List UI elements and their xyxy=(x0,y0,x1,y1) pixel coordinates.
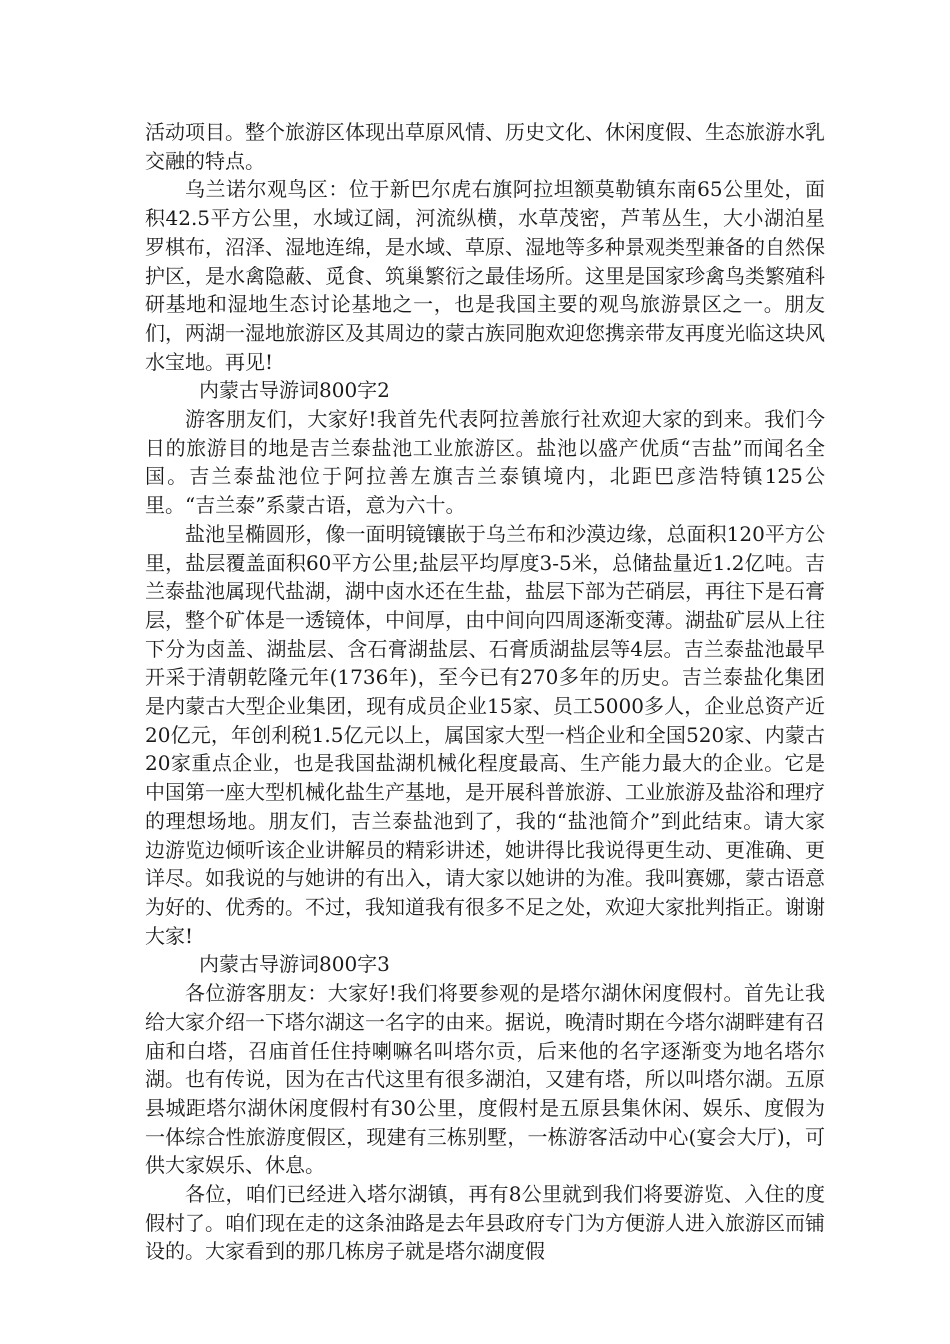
section-heading-2: 内蒙古导游词800字2 xyxy=(199,378,390,403)
paragraph-wulannuoer: 乌兰诺尔观鸟区：位于新巴尔虎右旗阿拉坦额莫勒镇东南65公里处，面积42.5平方公里，水域辽阔，河流纵横，水草茂密，芦苇丛生，大小湖泊星罗棋布，沼泽、湿地连绵，是水域、草原、湿地等多种景观类型兼备的自然保护区，是水禽隐蔽、觅食、筑巢繁衍之最佳场所。这里是国家珍禽鸟类繁殖科研基地和湿地生态讨论基地之一，也是我国主要的观鸟旅游景区之一。朋友们，两湖一湿地旅游区及其周边的蒙古族同胞欢迎您携亲带友再度光临这块风水宝地。再见! xyxy=(145,177,825,374)
paragraph-taerhu-arrival: 各位，咱们已经进入塔尔湖镇，再有8公里就到我们将要游览、入住的度假村了。咱们现在走的这条油路是去年县政府专门为方便游人进入旅游区而铺设的。大家看到的那几栋房子就是塔尔湖度假 xyxy=(145,1182,825,1264)
paragraph-taerhu-intro: 各位游客朋友：大家好!我们将要参观的是塔尔湖休闲度假村。首先让我给大家介绍一下塔尔湖这一名字的由来。据说，晚清时期在今塔尔湖畔建有召庙和白塔，召庙首任住持喇嘛名叫塔尔贡，后来他的名字逐渐变为地名塔尔湖。也有传说，因为在古代这里有很多湖泊，又建有塔，所以叫塔尔湖。五原县城距塔尔湖休闲度假村有30公里，度假村是五原县集休闲、娱乐、度假为一体综合性旅游度假区，现建有三栋别墅，一栋游客活动中心(宴会大厅)，可供大家娱乐、休息。 xyxy=(145,981,825,1178)
document-page xyxy=(145,118,825,1266)
paragraph-welcome-jilantai: 游客朋友们，大家好!我首先代表阿拉善旅行社欢迎大家的到来。我们今日的旅游目的地是吉兰泰盐池工业旅游区。盐池以盛产优质“吉盐”而闻名全国。吉兰泰盐池位于阿拉善左旗吉兰泰镇境内，北距巴彦浩特镇125公里。“吉兰泰”系蒙古语，意为六十。 xyxy=(145,407,825,518)
section-heading-3: 内蒙古导游词800字3 xyxy=(199,952,390,977)
paragraph-salt-lake: 盐池呈椭圆形，像一面明镜镶嵌于乌兰布和沙漠边缘，总面积120平方公里，盐层覆盖面积60平方公里;盐层平均厚度3-5米，总储盐量近1.2亿吨。吉兰泰盐池属现代盐湖，湖中卤水还在生盐，盐层下部为芒硝层，再往下是石膏层，整个矿体是一透镜体，中间厚，由中间向四周逐渐变薄。湖盐矿层从上往下分为卤盖、湖盐层、含石膏湖盐层、石膏质湖盐层等4层。吉兰泰盐池最早开采于清朝乾隆元年(1736年)，至今已有270多年的历史。吉兰泰盐化集团是内蒙古大型企业集团，现有成员企业15家、员工5000多人，企业总资产近20亿元，年创利税1.5亿元以上，属国家大型一档企业和全国520家、内蒙古20家重点企业，也是我国盐湖机械化程度最高、生产能力最大的企业。它是中国第一座大型机械化盐生产基地，是开展科普旅游、工业旅游及盐浴和理疗的理想场地。朋友们，吉兰泰盐池到了，我的“盐池简介”到此结束。请大家边游览边倾听该企业讲解员的精彩讲述，她讲得比我说得更生动、更准确、更详尽。如我说的与她讲的有出入，请大家以她讲的为准。我叫赛娜，蒙古语意为好的、优秀的。不过，我知道我有很多不足之处，欢迎大家批判指正。谢谢大家! xyxy=(145,521,825,948)
paragraph-continuation: 活动项目。整个旅游区体现出草原风情、历史文化、休闲度假、生态旅游水乳交融的特点。 xyxy=(145,120,825,173)
